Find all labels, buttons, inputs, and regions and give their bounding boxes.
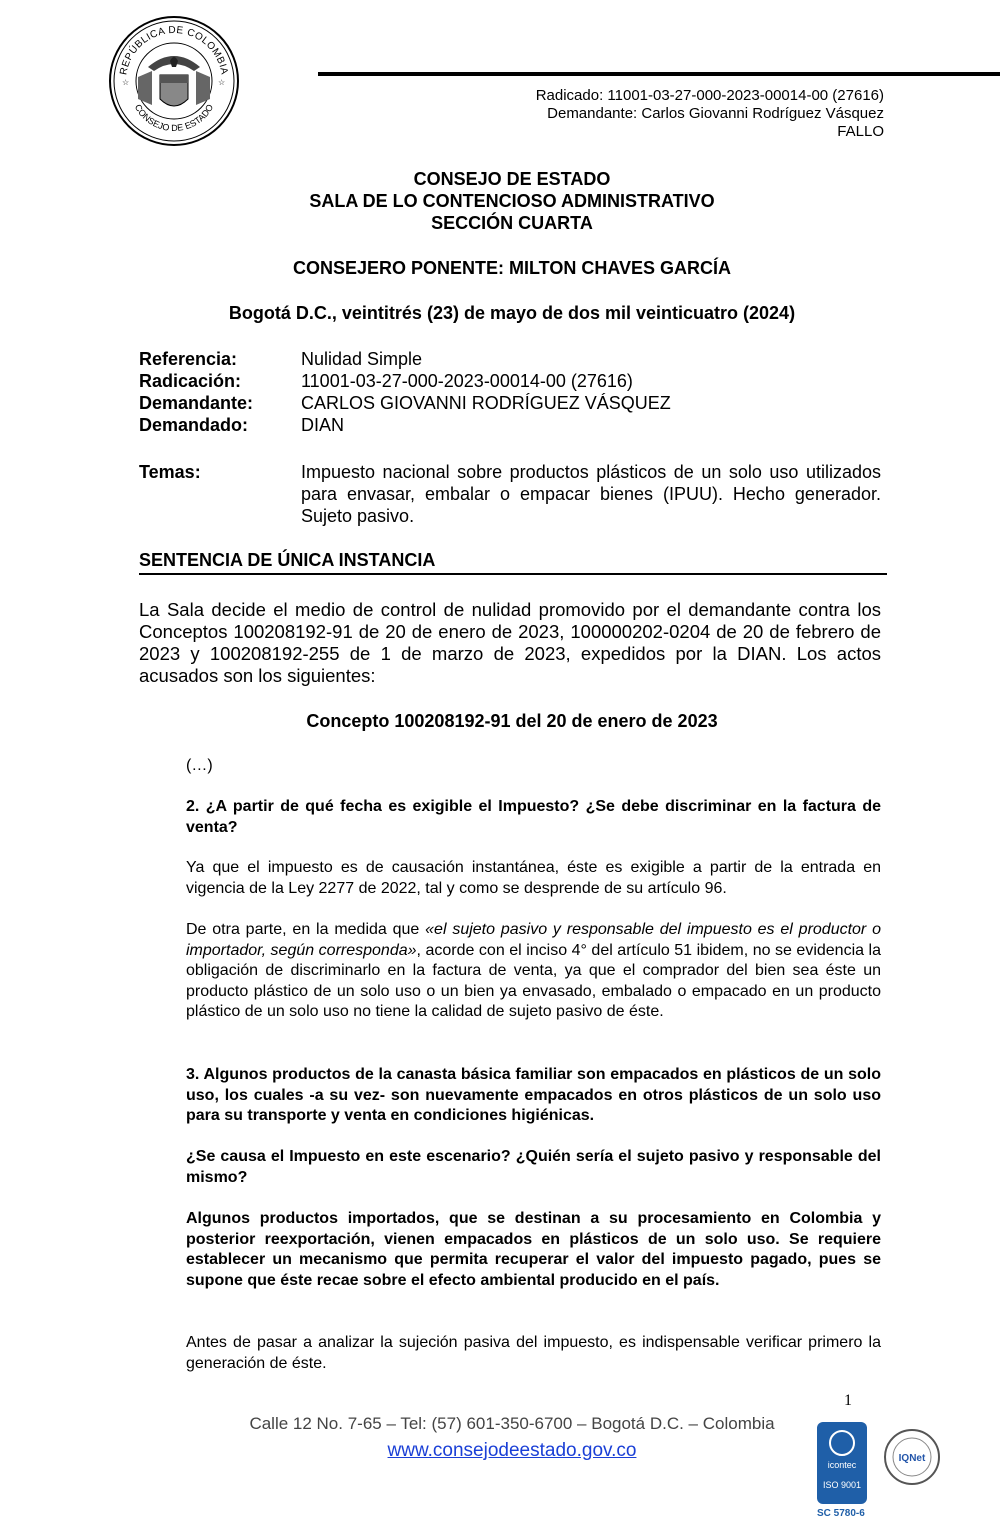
radicado-line: Radicado: 11001-03-27-000-2023-00014-00 (27616) (535, 87, 884, 104)
intro-paragraph: La Sala decide el medio de control de nulidad promovido por el demandante contra los Conceptos 100208192-91 de 20 de enero de 2023, 100000202-0204 de 20 de febrero de 2023 y 100208192-255 de 1 de marzo de 2023, expedidos por la DIAN. Los actos acusados son los siguientes: (139, 599, 881, 686)
meta-row-radicacion (139, 370, 671, 392)
page-number: 1 (844, 1392, 852, 1409)
temas-value: Impuesto nacional sobre productos plásticos de un solo uso utilizados para envasar, embalar o empacar bienes (IPUU). Hecho generador. Sujeto pasivo. (301, 462, 881, 526)
svg-text:CONSEJO DE ESTADO: CONSEJO DE ESTADO (132, 102, 216, 134)
quote-paragraph-2 (186, 920, 881, 1023)
header-rule (318, 72, 1000, 76)
case-metadata (139, 348, 671, 436)
case-header (536, 87, 884, 141)
icontec-logo (817, 1422, 867, 1504)
quote-paragraph-3: Antes de pasar a analizar la sujeción pasiva del impuesto, es indispensable verificar primero la generación de éste. (186, 1334, 881, 1372)
court-section: SECCIÓN CUARTA (431, 213, 593, 233)
temas-key: Temas: (139, 462, 201, 482)
meta-value: DIAN (301, 415, 345, 435)
quote-question-3c: Algunos productos importados, que se destinan a su procesamiento en Colombia y posterior reexportación, vienen empacados en plásticos de un solo uso. Se requiere establecer un mecanismo que permita recuperar el valor del impuesto pagado, pues se supone que éste recae sobre el efecto ambiental producido en el país. (186, 1210, 881, 1289)
quote-ellipsis: (…) (186, 757, 213, 774)
court-name: CONSEJO DE ESTADO (413, 169, 611, 189)
meta-row-referencia (139, 348, 671, 370)
footer-address: Calle 12 No. 7-65 – Tel: (57) 601-350-6700 – Bogotá D.C. – Colombia (249, 1414, 775, 1433)
meta-row-demandante (139, 392, 671, 414)
meta-value: 11001-03-27-000-2023-00014-00 (27616) (301, 371, 633, 391)
meta-row-demandado (139, 414, 671, 436)
quote-p2-end: , acorde con el inciso 4° del artículo 51 ibidem, no se evidencia la obligación de discriminarlo en la factura de venta, ya que el comprador del bien sea éste un producto plástico de un solo uso o un bien ya envasado, embalado o empacado en un producto plástico de un solo uso no tiene la calidad de sujeto pasivo de éste. (186, 941, 881, 1020)
meta-key: Radicación: (139, 371, 242, 391)
ponente: CONSEJERO PONENTE: MILTON CHAVES GARCÍA (292, 258, 732, 278)
temas-row (139, 461, 881, 527)
icontec-label: icontec (827, 1460, 857, 1470)
document-type: FALLO (837, 123, 884, 140)
meta-key: Demandado: (139, 415, 249, 435)
svg-text:IQNet: IQNet (898, 1453, 926, 1464)
date-line: Bogotá D.C., veintitrés (23) de mayo de dos mil veinticuatro (2024) (228, 303, 796, 323)
svg-text:☆: ☆ (122, 78, 130, 87)
quote-question-2: 2. ¿A partir de qué fecha es exigible el Impuesto? ¿Se debe discriminar en la factura de venta? (186, 798, 881, 836)
svg-text:☆: ☆ (218, 78, 226, 87)
quote-p2-italic: «el sujeto pasivo y responsable del impuesto es el productor o importador, según corresponda» (186, 921, 881, 959)
concepto-title: Concepto 100208192-91 del 20 de enero de 2023 (306, 711, 718, 731)
iqnet-logo (883, 1428, 941, 1486)
quote-p2-start: De otra parte, en la medida que (186, 921, 426, 938)
consejo-de-estado-seal (108, 15, 240, 147)
quote-question-3b: ¿Se causa el Impuesto en este escenario? ¿Quién sería el sujeto pasivo y responsable del mismo? (186, 1148, 881, 1186)
meta-key: Referencia: (139, 349, 238, 369)
court-title (0, 168, 1000, 234)
quote-paragraph-1: Ya que el impuesto es de causación instantánea, éste es exigible a partir de la entrada en vigencia de la Ley 2277 de 2022, tal y como se desprende de su artículo 96. (186, 859, 881, 897)
meta-value: CARLOS GIOVANNI RODRÍGUEZ VÁSQUEZ (301, 393, 671, 413)
icontec-icon (829, 1430, 855, 1456)
meta-value: Nulidad Simple (301, 349, 423, 369)
quote-question-3: 3. Algunos productos de la canasta básica familiar son empacados en plásticos de un solo uso, los cuales -a su vez- son nuevamente empacados en otros plásticos de un solo uso para su transporte y venta en condiciones higiénicas. (186, 1066, 881, 1124)
svg-text:REPÚBLICA DE COLOMBIA: REPÚBLICA DE COLOMBIA (118, 24, 230, 76)
footer-website-link[interactable]: www.consejodeestado.gov.co (387, 1440, 637, 1461)
court-chamber: SALA DE LO CONTENCIOSO ADMINISTRATIVO (309, 191, 715, 211)
section-heading: SENTENCIA DE ÚNICA INSTANCIA (139, 550, 887, 575)
meta-key: Demandante: (139, 393, 254, 413)
demandante-line: Demandante: Carlos Giovanni Rodríguez Vásquez (547, 105, 884, 122)
sc-certificate-number: SC 5780-6 (817, 1508, 865, 1519)
iso-label: ISO 9001 (822, 1480, 862, 1490)
